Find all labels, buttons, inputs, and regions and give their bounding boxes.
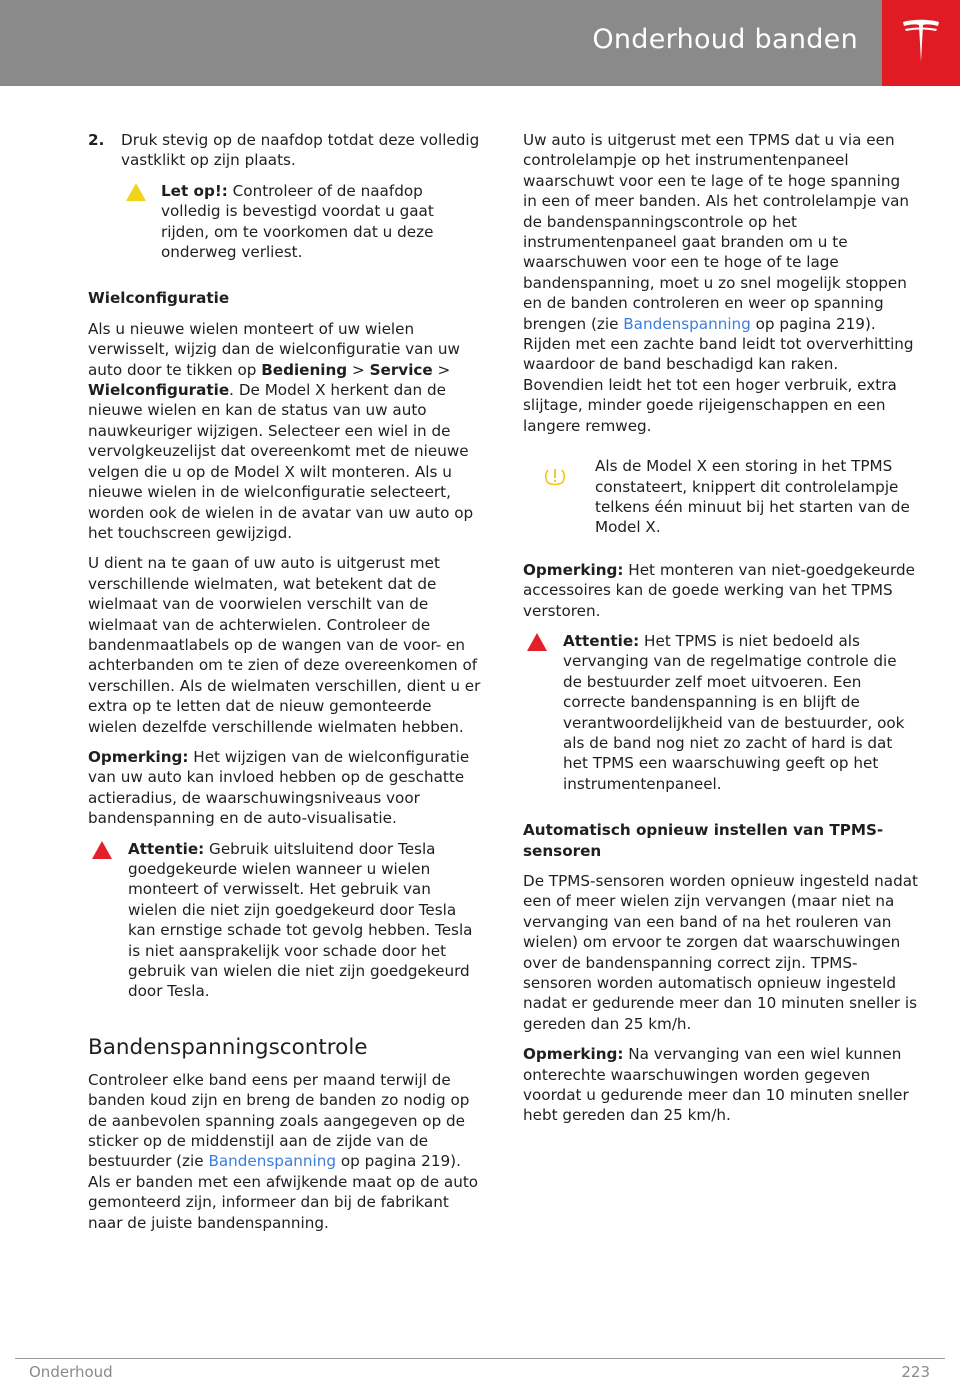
tpms-paragraph [88, 1070, 482, 1233]
note-paragraph [88, 747, 482, 829]
text-run: > [347, 360, 370, 379]
tpms-intro-paragraph [523, 130, 918, 436]
text-run: Als u nieuwe wielen monteert of uw wielen verwisselt, wijzig dan de wielconfiguratie van uw auto door te tikken op [88, 319, 460, 379]
note-paragraph [523, 560, 918, 621]
caution-notice [88, 181, 482, 263]
left-column [88, 130, 482, 1243]
note-label: Opmerking: [523, 560, 624, 579]
bandenspanning-link[interactable]: Bandenspanning [623, 314, 751, 333]
note-text: Na vervanging van een wiel kunnen onterechte waarschuwingen worden gegeven voordat u gedurende meer dan 10 minuten sneller hebt gereden dan 25 km/h. [523, 1045, 909, 1125]
caution-text: Controleer of de naafdop volledig is bevestigd voordat u gaat rijden, om te voorkomen dat u deze onderweg verliest. [161, 181, 434, 262]
step-text: Druk stevig op de naafdop totdat deze volledig vastklikt op zijn plaats. [121, 131, 480, 170]
tpms-reset-paragraph: De TPMS-sensoren worden opnieuw ingesteld nadat een of meer wielen zijn vervangen (maar niet na vervanging van een band of na het rouleren van wielen) om ervoor te zorgen dat waarschuwingen over de bandenspanning correct zijn. TPMS-sensoren worden automatisch opnieuw ingesteld nadat er gedurende meer dan 10 minuten sneller is gereden dan 25 km/h. [523, 872, 919, 1033]
caution-icon [125, 182, 147, 202]
page-title: Onderhoud banden [592, 24, 858, 55]
footer-section: Onderhoud [29, 1363, 113, 1381]
bandenspanning-link[interactable]: Bandenspanning [208, 1152, 336, 1171]
tpms-info-block [523, 456, 918, 538]
note-text: Het monteren van niet-goedgekeurde accessoires kan de goede werking van het TPMS verstoren. [523, 560, 916, 620]
note-paragraph [523, 1044, 918, 1126]
info-text: Als de Model X een storing in het TPMS constateert, knippert dit controlelampje telkens één minuut bij het starten van de Model X. [595, 457, 910, 537]
warning-notice [523, 631, 918, 794]
right-column [523, 130, 918, 1136]
text-run: Uw auto is uitgerust met een TPMS dat u via een controlelampje op het instrumentenpaneel waarschuwt voor een te lage of te hoge spanning in een of meer banden. Als het controlelampje van de bandenspanningscontrole op het instrumentenpaneel gaat branden om u te waarschuwen voor een te hoge of te lage bandenspanning, moet u zo snel mogelijk stoppen en de banden controleren en weer op spanning brengen (zie [523, 131, 910, 333]
text-run: Controleer elke band eens per maand terwijl de banden koud zijn en breng de banden zo nodig op de aanbevolen spanning zoals aangegeven op de sticker op de middenstijl aan de zijde van de bestuurder (zie [88, 1070, 470, 1171]
footer-divider [15, 1358, 945, 1359]
warning-icon [91, 840, 113, 860]
page-header [0, 0, 960, 86]
note-text: Het wijzigen van de wielconfiguratie van uw auto kan invloed hebben op de geschatte actieradius, de waarschuwingsniveaus voor bandenspanning en de auto-visualisatie. [88, 747, 470, 828]
warning-icon [526, 632, 548, 652]
warning-text: Gebruik uitsluitend door Tesla goedgekeurde wielen wanneer u wielen monteert of verwisselt. Het gebruik van wielen die niet zijn goedgekeurd door Tesla kan ernstige schade tot gevolg hebben. Tesla is niet aansprakelijk voor schade door het gebruik van wielen die niet zijn goedgekeurd door Tesla. [128, 839, 473, 1001]
tesla-logo-icon [901, 18, 941, 66]
wheel-config-paragraph [88, 319, 482, 543]
text-run: op pagina 219). Als er banden met een afwijkende maat op de auto gemonteerd zijn, informeer dan bij de fabrikant naar de juiste bandenspanning. [88, 1152, 479, 1232]
wheel-config-heading: Wielconfiguratie [88, 289, 230, 308]
step-number: 2. [88, 131, 105, 149]
caution-label: Let op!: [161, 181, 228, 200]
text-run: op pagina 219). Rijden met een zachte band leidt tot oververhitting waardoor de band beschadigd kan raken. Bovendien leidt het tot een hoger verbruik, extra slijtage, minder goede rijeigenschappen en een langere remweg. [523, 314, 914, 435]
warning-label: Attentie: [128, 839, 205, 858]
menu-path-wielconfiguratie: Wielconfiguratie [88, 381, 230, 400]
step-2 [88, 130, 482, 171]
text-run: . De Model X herkent dan de nieuwe wielen en kan de status van uw auto nauwkeuriger wijzigen. Selecteer een wiel in de vervolgkeuzelijst dat overeenkomt met de nieuwe velgen die u op de Model X wilt monteren. Als u nieuwe wielen in de wielconfiguratie selecteert, worden ook de wielen in de avatar van uw auto op het touchscreen gewijzigd. [88, 381, 474, 542]
text-run: > [432, 360, 451, 379]
note-label: Opmerking: [523, 1045, 624, 1064]
menu-path-bediening: Bediening [261, 360, 348, 379]
tpms-reset-heading: Automatisch opnieuw instellen van TPMS-sensoren [523, 821, 884, 860]
warning-label: Attentie: [563, 631, 640, 650]
tpms-indicator-icon [543, 464, 567, 488]
wheel-size-paragraph: U dient na te gaan of uw auto is uitgerust met verschillende wielmaten, wat betekent dat de wielmaat van de voorwielen verschilt van de wielmaat van de achterwielen. Controleer de bandenmaatlabels op de wangen van de voor- en achterbanden om te zien of deze overeenkomen of verschillen. Als de wielmaten verschillen, dient u er extra op te letten dat de nieuw gemonteerde wielen dezelfde verschillende wielmaten hebben. [88, 554, 481, 736]
note-label: Opmerking: [88, 747, 189, 766]
brand-logo [882, 0, 960, 86]
warning-notice [88, 839, 482, 1002]
tpms-heading: Bandenspanningscontrole [88, 1034, 368, 1060]
menu-path-service: Service [369, 360, 433, 379]
warning-text: Het TPMS is niet bedoeld als vervanging van de regelmatige controle die de bestuurder zelf moet uitvoeren. Een correcte bandenspanning is en blijft de verantwoordelijkheid van de bestuurder, ook als de band nog niet zo zacht of hard is dat het TPMS een waarschuwing geeft op het instrumentenpaneel. [563, 631, 905, 793]
footer-page-number: 223 [901, 1363, 930, 1381]
